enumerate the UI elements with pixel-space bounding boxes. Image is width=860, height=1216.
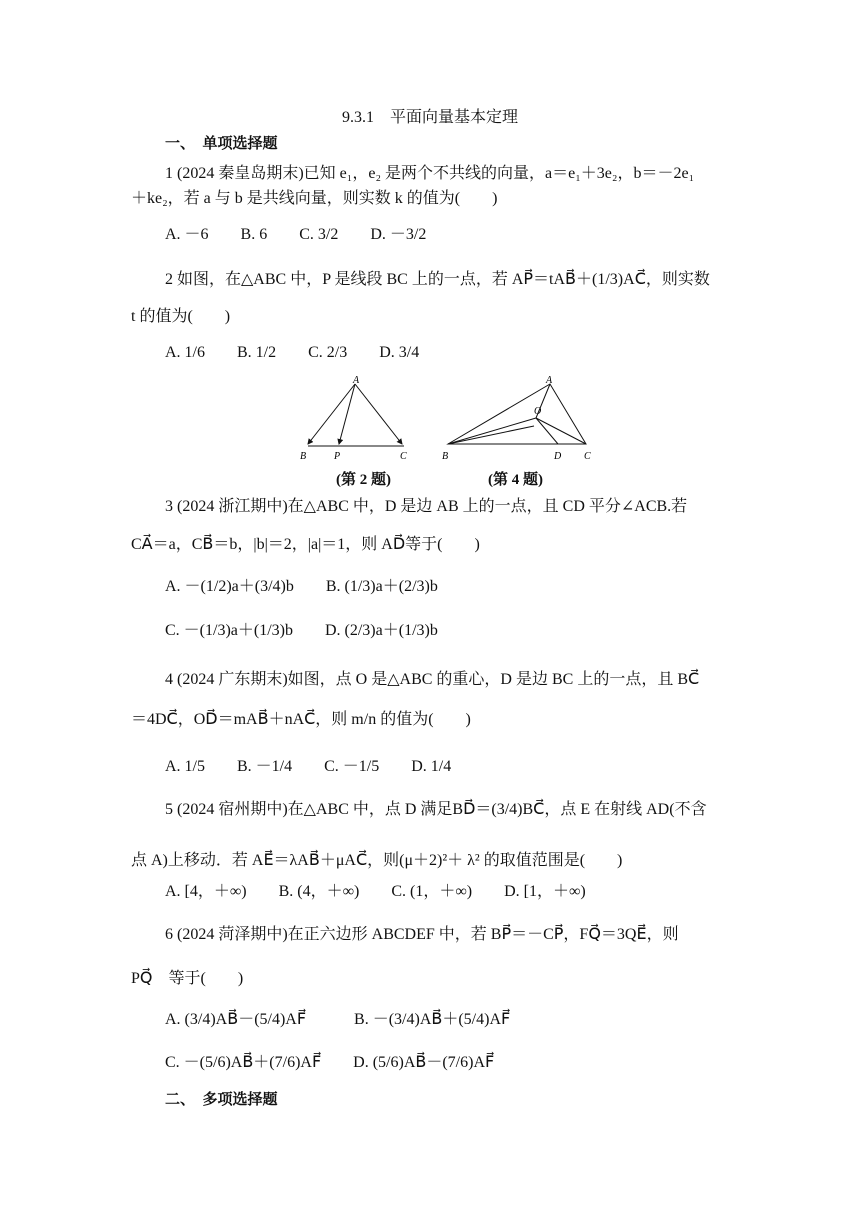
question-5-options: A. [4，＋∞) B. (4，＋∞) C. (1，＋∞) D. [1，＋∞) xyxy=(165,883,586,900)
fig4-label-a: A xyxy=(546,375,553,386)
question-2-line-2: t 的值为( ) xyxy=(131,308,231,325)
fig2-label-a: A xyxy=(353,375,360,386)
question-2-options: A. 1/6 B. 1/2 C. 2/3 D. 3/4 xyxy=(165,344,420,361)
question-4-line-2: ＝4DC⃗，OD⃗＝mAB⃗＋nAC⃗，则 m/n 的值为( ) xyxy=(131,711,471,728)
question-2-line-1: 2 如图，在△ABC 中，P 是线段 BC 上的一点，若 AP⃗＝tAB⃗＋(1/3)AC⃗，则实数 xyxy=(165,271,710,288)
question-3-options-ab: A. －(1/2)a＋(3/4)b B. (1/3)a＋(2/3)b xyxy=(165,578,438,595)
question-3-options-cd: C. －(1/3)a＋(1/3)b D. (2/3)a＋(1/3)b xyxy=(165,622,438,639)
question-5-line-1: 5 (2024 宿州期中)在△ABC 中，点 D 满足BD⃗＝(3/4)BC⃗，点 E 在射线 AD(不含 xyxy=(165,801,707,818)
question-4-line-1: 4 (2024 广东期末)如图，点 O 是△ABC 的重心，D 是边 BC 上的一点，且 BC⃗ xyxy=(165,671,700,688)
question-4-options: A. 1/5 B. －1/4 C. －1/5 D. 1/4 xyxy=(165,758,452,775)
question-6-options-cd: C. －(5/6)AB⃗＋(7/6)AF⃗ D. (5/6)AB⃗－(7/6)AF⃗ xyxy=(165,1054,495,1071)
fig4-label-c: C xyxy=(584,451,591,462)
question-6-line-2: PQ⃗ 等于( ) xyxy=(131,970,244,987)
question-3-line-2: CA⃗＝a，CB⃗＝b，|b|＝2，|a|＝1，则 AD⃗等于( ) xyxy=(131,536,480,553)
fig4-label-b: B xyxy=(442,451,449,462)
page-title: 9.3.1 平面向量基本定理 xyxy=(341,109,518,126)
figure-question-4 xyxy=(438,374,598,464)
fig2-label-c: C xyxy=(400,451,407,462)
question-1-line-1: 1 (2024 秦皇岛期末)已知 e₁，e₂ 是两个不共线的向量，a＝e₁＋3e₂，b＝－2e₁ xyxy=(165,165,695,182)
fig4-label-o: O xyxy=(534,406,542,417)
question-6-line-1: 6 (2024 菏泽期中)在正六边形 ABCDEF 中，若 BP⃗＝－CP⃗，FQ⃗＝3QE⃗，则 xyxy=(165,926,679,943)
figure-question-2 xyxy=(296,374,414,464)
question-1-options: A. －6 B. 6 C. 3/2 D. －3/2 xyxy=(165,226,427,243)
figure-2-caption: (第 2 题) xyxy=(336,472,391,488)
section-heading-single-choice: 一、 单项选择题 xyxy=(165,135,278,152)
question-3-line-1: 3 (2024 浙江期中)在△ABC 中，D 是边 AB 上的一点，且 CD 平分∠ACB.若 xyxy=(165,498,688,515)
question-1-line-2: ＋ke₂，若 a 与 b 是共线向量，则实数 k 的值为( ) xyxy=(131,190,498,207)
fig4-label-d: D xyxy=(554,451,562,462)
section-heading-multiple-choice: 二、 多项选择题 xyxy=(165,1091,278,1108)
question-5-line-2: 点 A)上移动．若 AE⃗＝λAB⃗＋μAC⃗，则(μ＋2)²＋ λ² 的取值范围是( ) xyxy=(131,852,623,869)
question-6-options-ab: A. (3/4)AB⃗－(5/4)AF⃗ B. －(3/4)AB⃗＋(5/4)AF⃗ xyxy=(165,1011,511,1028)
fig2-label-b: B xyxy=(300,451,307,462)
fig2-label-p: P xyxy=(334,451,341,462)
figure-4-caption: (第 4 题) xyxy=(488,472,543,488)
